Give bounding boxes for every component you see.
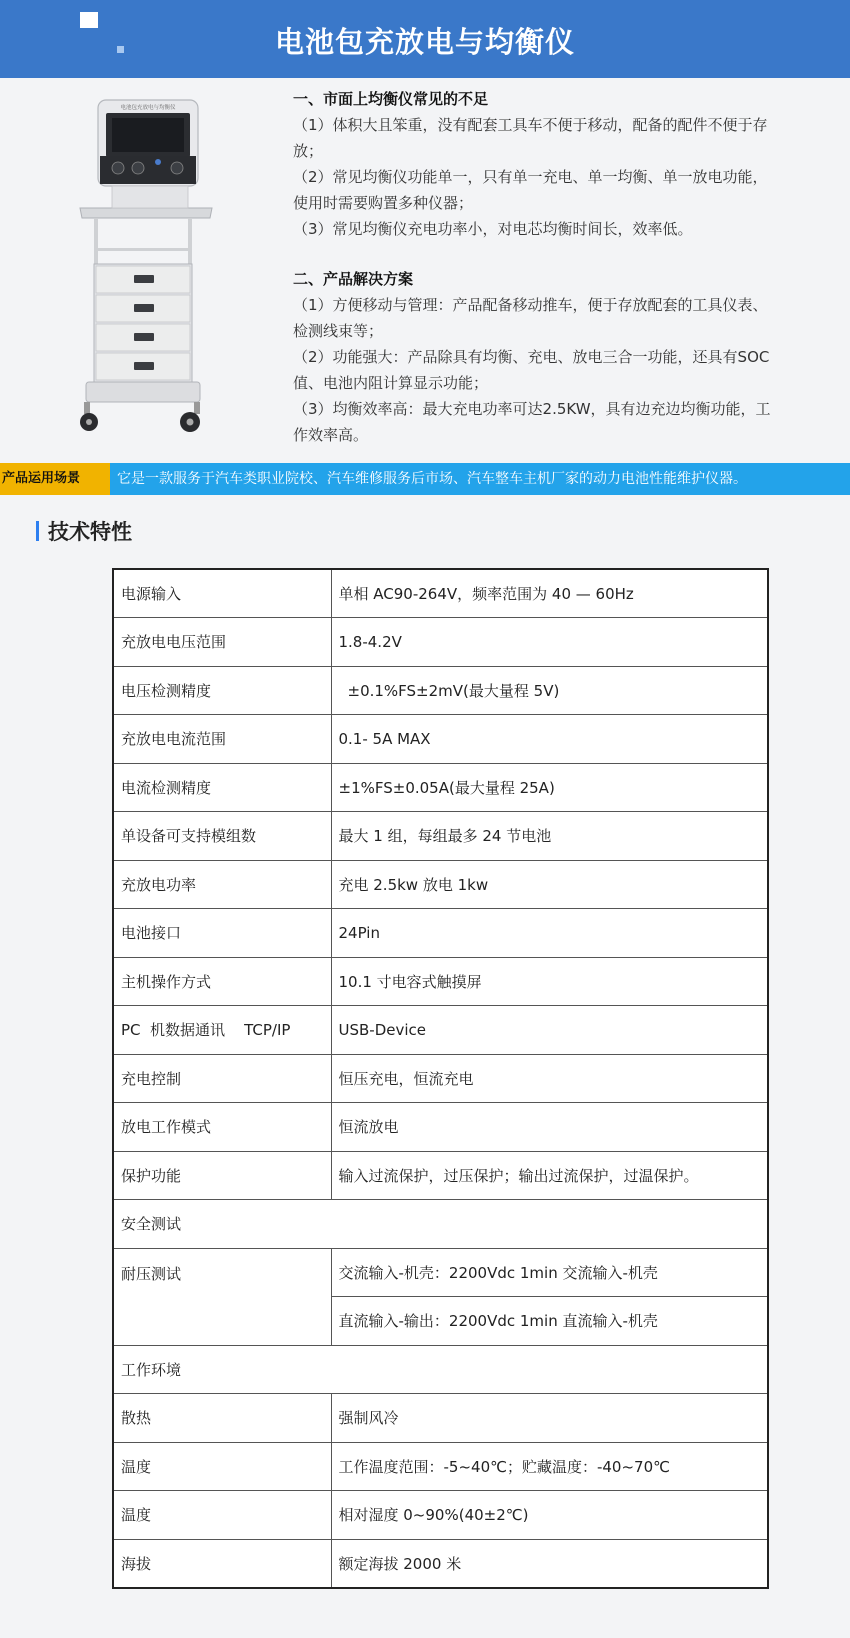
section1-line: （2）常见均衡仪功能单一，只有单一充电、单一均衡、单一放电功能， (293, 168, 768, 186)
spec-key: 电流检测精度 (113, 763, 331, 812)
heading-accent-bar (36, 521, 39, 541)
spec-value: 0.1- 5A MAX (331, 715, 768, 764)
table-row (113, 1151, 768, 1200)
spec-key: 充放电功率 (113, 860, 331, 909)
spec-value: 充电 2.5kw 放电 1kw (331, 860, 768, 909)
table-row (113, 715, 768, 764)
spec-key: 温度 (113, 1442, 331, 1491)
spec-value: 24Pin (331, 909, 768, 958)
section2-line: 检测线束等； (293, 322, 384, 340)
table-row (113, 812, 768, 861)
spec-group-header: 工作环境 (113, 1345, 768, 1394)
page-header (0, 0, 850, 78)
section1-line: 使用时需要购置多种仪器； (293, 194, 474, 212)
spec-key: 放电工作模式 (113, 1103, 331, 1152)
section2-line: （1）方便移动与管理：产品配备移动推车，便于存放配套的工具仪表、 (293, 296, 768, 314)
spec-key: 温度 (113, 1491, 331, 1540)
spec-group-header: 安全测试 (113, 1200, 768, 1249)
table-row (113, 1200, 768, 1249)
table-row (113, 1006, 768, 1055)
battery-balancer-cart-icon (72, 96, 232, 452)
spec-key: 充电控制 (113, 1054, 331, 1103)
spec-key: 保护功能 (113, 1151, 331, 1200)
table-row (113, 1539, 768, 1588)
spec-key: 充放电电流范围 (113, 715, 331, 764)
spec-value: 1.8-4.2V (331, 618, 768, 667)
specs-heading (36, 518, 132, 544)
table-row (113, 860, 768, 909)
section2-line: （3）均衡效率高：最大充电功率可达2.5KW，具有边充边均衡功能，工 (293, 400, 771, 418)
spec-value: ±1%FS±0.05A(最大量程 25A) (331, 763, 768, 812)
table-row (113, 569, 768, 618)
spec-value: 最大 1 组，每组最多 24 节电池 (331, 812, 768, 861)
table-row (113, 1394, 768, 1443)
spec-key: 散热 (113, 1394, 331, 1443)
spec-value: USB-Device (331, 1006, 768, 1055)
spec-value: 交流输入-机壳：2200Vdc 1min 交流输入-机壳 (331, 1248, 768, 1297)
table-row (113, 1345, 768, 1394)
spec-key: PC 机数据通讯 TCP/IP (113, 1006, 331, 1055)
section2-title: 二、产品解决方案 (293, 270, 414, 288)
spec-value: 输入过流保护，过压保护；输出过流保护，过温保护。 (331, 1151, 768, 1200)
table-row (113, 957, 768, 1006)
table-row (113, 1103, 768, 1152)
table-row (113, 1248, 768, 1297)
spec-value: 相对湿度 0~90%(40±2℃) (331, 1491, 768, 1540)
spec-key: 耐压测试 (113, 1248, 331, 1345)
section1-line: （3）常见均衡仪充电功率小，对电芯均衡时间长，效率低。 (293, 220, 693, 238)
page-title: 电池包充放电与均衡仪 (274, 25, 575, 59)
section2-line: 作效率高。 (293, 426, 369, 444)
spec-key: 充放电电压范围 (113, 618, 331, 667)
section2-line: （2）功能强大：产品除具有均衡、充电、放电三合一功能，还具有SOC (293, 348, 770, 366)
table-row (113, 1491, 768, 1540)
table-row (113, 763, 768, 812)
spec-key: 电池接口 (113, 909, 331, 958)
application-band (0, 463, 850, 495)
section1-line: 放； (293, 142, 324, 160)
specs-table (112, 568, 769, 1589)
spec-key: 单设备可支持模组数 (113, 812, 331, 861)
spec-value: 工作温度范围：-5~40℃；贮藏温度：-40~70℃ (331, 1442, 768, 1491)
spec-value: 恒压充电，恒流充电 (331, 1054, 768, 1103)
spec-value: ±0.1%FS±2mV(最大量程 5V) (331, 666, 768, 715)
application-description: 它是一款服务于汽车类职业院校、汽车维修服务后市场、汽车整车主机厂家的动力电池性能维护仪器。 (117, 471, 747, 487)
spec-value: 单相 AC90-264V，频率范围为 40 — 60Hz (331, 569, 768, 618)
table-row (113, 666, 768, 715)
product-intro (293, 86, 813, 448)
spec-key: 电源输入 (113, 569, 331, 618)
spec-value: 恒流放电 (331, 1103, 768, 1152)
table-row (113, 1054, 768, 1103)
section1-line: （1）体积大且笨重，没有配套工具车不便于移动，配备的配件不便于存 (293, 116, 768, 134)
table-row (113, 1442, 768, 1491)
table-row (113, 618, 768, 667)
spec-value: 直流输入-输出：2200Vdc 1min 直流输入-机壳 (331, 1297, 768, 1346)
table-row (113, 909, 768, 958)
spec-key: 海拔 (113, 1539, 331, 1588)
spec-value: 额定海拔 2000 米 (331, 1539, 768, 1588)
device-screen-label: 电池包充放电与均衡仪 (120, 105, 176, 111)
section1-title: 一、市面上均衡仪常见的不足 (293, 90, 489, 108)
spec-key: 电压检测精度 (113, 666, 331, 715)
section2-line: 值、电池内阻计算显示功能； (293, 374, 489, 392)
spec-key: 主机操作方式 (113, 957, 331, 1006)
application-tag: 产品运用场景 (0, 463, 110, 495)
spec-value: 强制风冷 (331, 1394, 768, 1443)
specs-heading-text: 技术特性 (48, 520, 132, 544)
spec-value: 10.1 寸电容式触摸屏 (331, 957, 768, 1006)
